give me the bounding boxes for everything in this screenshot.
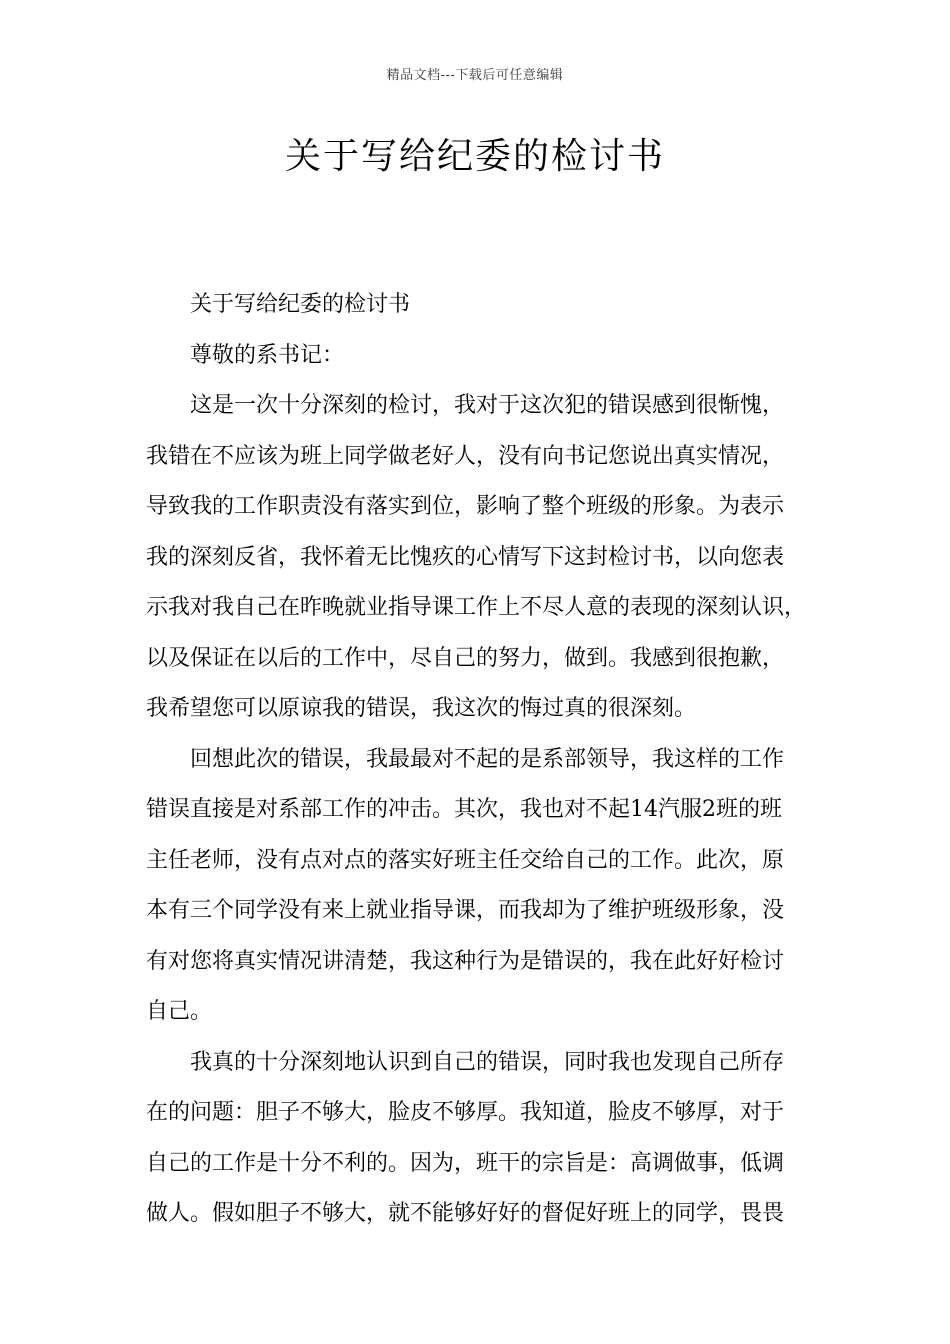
paragraph-line: 在的问题：胆子不够大，脸皮不够厚。我知道，脸皮不够厚，对于 (146, 1100, 785, 1125)
paragraph-first-line: 回想此次的错误，我最最对不起的是系部领导，我这样的工作 (190, 746, 785, 772)
paragraph-line: 做人。假如胆子不够大，就不能够好好的督促好班上的同学，畏畏 (146, 1201, 785, 1226)
document-title: 关于写给纪委的检讨书 (284, 136, 665, 177)
paragraph-first-line: 尊敬的系书记： (190, 342, 345, 368)
paragraph-line: 我错在不应该为班上同学做老好人，没有向书记您说出真实情况， (146, 443, 785, 469)
paragraph-line: 导致我的工作职责没有落实到位，影响了整个班级的形象。为表示 (146, 494, 785, 519)
paragraph-line: 我的深刻反省，我怀着无比愧疚的心情写下这封检讨书，以向您表 (146, 544, 785, 570)
paragraph-line: 自己的工作是十分不利的。因为，班干的宗旨是：高调做事，低调 (146, 1150, 785, 1176)
paragraph-line: 有对您将真实情况讲清楚，我这种行为是错误的，我在此好好检讨 (146, 948, 785, 974)
paragraph-line: 我希望您可以原谅我的错误，我这次的悔过真的很深刻。 (146, 696, 697, 721)
paragraph-line: 示我对我自己在昨晚就业指导课工作上不尽人意的表现的深刻认识， (146, 595, 807, 620)
paragraph-line: 自己。 (146, 999, 213, 1024)
document-body (146, 280, 830, 1240)
page-header: 精品文档---下载后可任意编辑 (386, 68, 564, 83)
paragraph-line: 本有三个同学没有来上就业指导课，而我却为了维护班级形象，没 (146, 898, 785, 923)
paragraph-first-line: 关于写给纪委的检讨书 (190, 292, 411, 317)
paragraph-first-line: 我真的十分深刻地认识到自己的错误，同时我也发现自己所存 (190, 1049, 785, 1075)
paragraph-first-line: 这是一次十分深刻的检讨，我对于这次犯的错误感到很惭愧， (190, 393, 785, 418)
paragraph-line: 主任老师，没有点对点的落实好班主任交给自己的工作。此次，原 (146, 847, 785, 873)
paragraph-line: 错误直接是对系部工作的冲击。其次，我也对不起14汽服2班的班 (146, 797, 782, 822)
paragraph-line: 以及保证在以后的工作中，尽自己的努力，做到。我感到很抱歉， (146, 645, 785, 671)
